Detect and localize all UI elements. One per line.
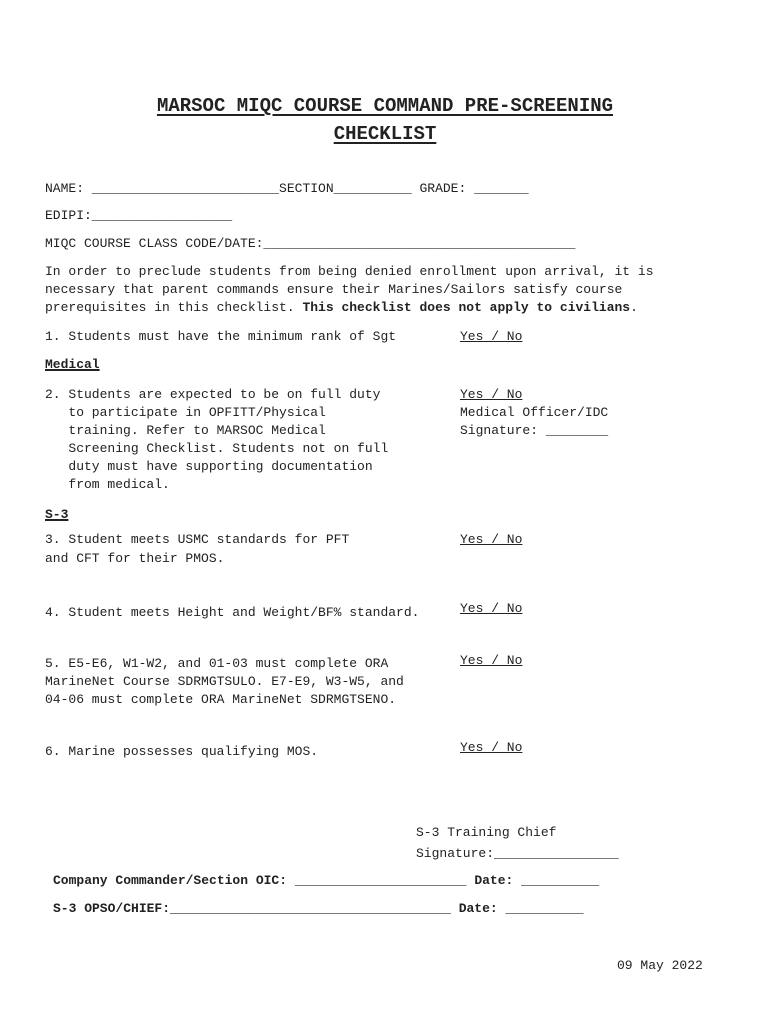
item-2-line-1: 2. Students are expected to be on full duty <box>45 387 381 402</box>
title-line-1: MARSOC MIQC COURSE COMMAND PRE-SCREENING <box>156 95 614 117</box>
class-code-date-field[interactable]: MIQC COURSE CLASS CODE/DATE:________________________________________ <box>45 236 576 251</box>
page-title <box>0 92 770 120</box>
item-5-line-2: MarineNet Course SDRMGTSULO. E7-E9, W3-W5, and <box>45 674 404 689</box>
s3-opso-signature-field[interactable]: ____________________________________ <box>170 901 451 916</box>
civilians-notice: This checklist does not apply to civilians <box>302 300 631 315</box>
company-commander-label: Company Commander/Section OIC: <box>53 873 288 888</box>
item-2-line-2: to participate in OPFITT/Physical <box>45 405 326 420</box>
edipi-field[interactable]: EDIPI:__________________ <box>45 208 233 223</box>
page-title-2 <box>0 120 770 148</box>
s3-opso-row <box>53 900 584 918</box>
company-date-field[interactable]: __________ <box>521 873 600 888</box>
section-medical: Medical <box>45 357 100 372</box>
intro-line-2: necessary that parent commands ensure their Marines/Sailors satisfy course <box>45 282 623 297</box>
item-2-yes-no[interactable]: Yes / No <box>460 387 523 402</box>
medical-officer-label: Medical Officer/IDC <box>460 405 609 420</box>
company-commander-signature-field[interactable]: ______________________ <box>294 873 467 888</box>
item-5-yes-no[interactable]: Yes / No <box>460 653 523 668</box>
item-6-yes-no[interactable]: Yes / No <box>460 740 523 755</box>
item-3-line-2: and CFT for their PMOS. <box>45 551 225 566</box>
intro-line-1: In order to preclude students from being denied enrollment upon arrival, it is <box>45 264 654 279</box>
opso-date-field[interactable]: __________ <box>505 901 584 916</box>
s3-training-chief-signature-field[interactable]: Signature:________________ <box>416 846 619 861</box>
item-1-text: 1. Students must have the minimum rank of Sgt <box>45 329 397 344</box>
name-section-grade-field[interactable]: NAME: ________________________SECTION__________ GRADE: _______ <box>45 181 529 196</box>
intro-line-3 <box>45 299 638 317</box>
item-4-yes-no[interactable]: Yes / No <box>460 601 523 616</box>
item-5-line-1: 5. E5-E6, W1-W2, and 01-03 must complete ORA <box>45 656 389 671</box>
opso-date-label: Date: <box>458 901 498 916</box>
medical-officer-signature-field[interactable]: Signature: ________ <box>460 423 609 438</box>
item-2-line-3: training. Refer to MARSOC Medical <box>45 423 326 438</box>
company-commander-row <box>53 872 599 890</box>
item-3-yes-no[interactable]: Yes / No <box>460 532 523 547</box>
item-6-text: 6. Marine possesses qualifying MOS. <box>45 744 319 759</box>
item-2-line-6: from medical. <box>45 477 170 492</box>
company-date-label: Date: <box>474 873 514 888</box>
footer-date: 09 May 2022 <box>617 958 703 973</box>
item-3-line-1: 3. Student meets USMC standards for PFT <box>45 532 350 547</box>
item-5-line-3: 04-06 must complete ORA MarineNet SDRMGTSENO. <box>45 692 397 707</box>
s3-opso-label: S-3 OPSO/CHIEF: <box>53 901 171 916</box>
title-line-2: CHECKLIST <box>333 123 437 145</box>
item-1-yes-no[interactable]: Yes / No <box>460 329 523 344</box>
section-s3: S-3 <box>45 507 69 522</box>
intro-suffix: . <box>630 300 638 315</box>
item-2-line-4: Screening Checklist. Students not on full <box>45 441 389 456</box>
item-2-line-5: duty must have supporting documentation <box>45 459 373 474</box>
item-4-text: 4. Student meets Height and Weight/BF% standard. <box>45 605 420 620</box>
intro-prefix: prerequisites in this checklist. <box>45 300 303 315</box>
s3-training-chief-title: S-3 Training Chief <box>416 825 557 840</box>
